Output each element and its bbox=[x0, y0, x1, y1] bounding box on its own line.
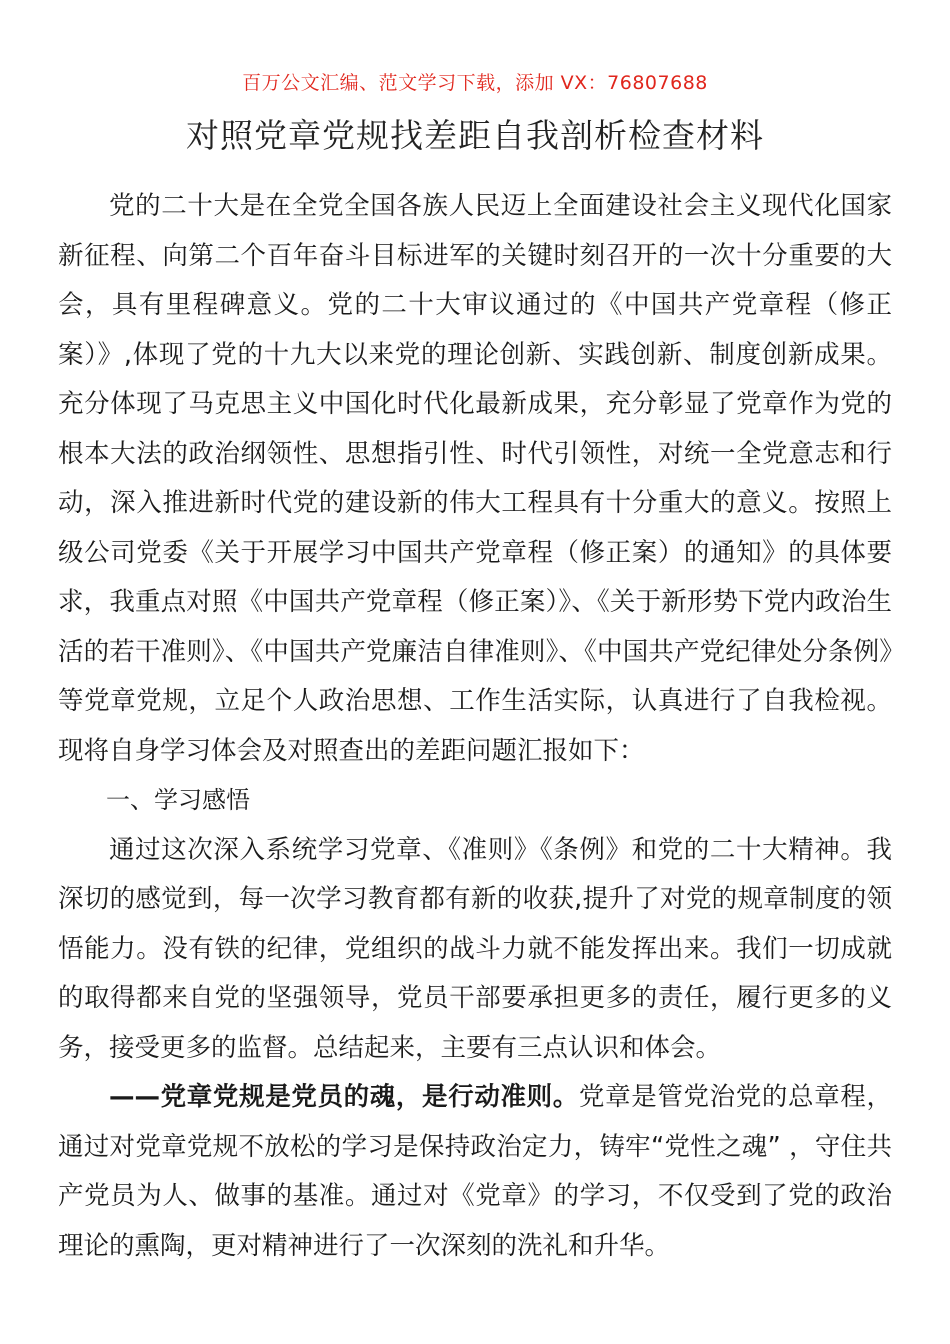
page-title: 对照党章党规找差距自我剖析检查材料 bbox=[186, 116, 764, 155]
document-body bbox=[58, 182, 892, 1271]
section-heading: 一、学习感悟 bbox=[106, 786, 250, 814]
paragraph-point-one bbox=[58, 1073, 892, 1271]
paragraph-point-one-body: 党章是管党治党的总章程，通过对党章党规不放松的学习是保持政治定力，铸牢“党性之魂” ，守住共产党员为人、做事的基准。通过对《党章》的学习，不仅受到了党的政治理论的熏陶，更对精神进行了一次深刻的洗礼和升华。 bbox=[58, 1082, 892, 1261]
header-watermark-note: 百万公文汇编、范文学习下载，添加 VX：76807688 bbox=[242, 72, 708, 94]
paragraph-lead-bold: ——党章党规是党员的魂，是行动准则。 bbox=[109, 1082, 579, 1112]
paragraph-study-insight: 通过这次深入系统学习党章、《准则》《条例》和党的二十大精神。我深切的感觉到，每一次学习教育都有新的收获,提升了对党的规章制度的领悟能力。没有铁的纪律，党组织的战斗力就不能发挥出来。我们一切成就的取得都来自党的坚强领导，党员干部要承担更多的责任，履行更多的义务，接受更多的监督。总结起来，主要有三点认识和体会。 bbox=[58, 834, 892, 1063]
paragraph-intro: 党的二十大是在全党全国各族人民迈上全面建设社会主义现代化国家新征程、向第二个百年奋斗目标进军的关键时刻召开的一次十分重要的大会，具有里程碑意义。党的二十大审议通过的《中国共产党章程（修正案）》,体现了党的十九大以来党的理论创新、实践创新、制度创新成果。充分体现了马克思主义中国化时代化最新成果，充分彰显了党章作为党的根本大法的政治纲领性、思想指引性、时代引领性，对统一全党意志和行动，深入推进新时代党的建设新的伟大工程具有十分重大的意义。按照上级公司党委《关于开展学习中国共产党章程（修正案）的通知》的具体要求，我重点对照《中国共产党章程（修正案）》、《关于新形势下党内政治生活的若干准则》、《中国共产党廉洁自律准则》、《中国共产党纪律处分条例》等党章党规，立足个人政治思想、工作生活实际，认真进行了自我检视。现将自身学习体会及对照查出的差距问题汇报如下： bbox=[58, 191, 892, 766]
